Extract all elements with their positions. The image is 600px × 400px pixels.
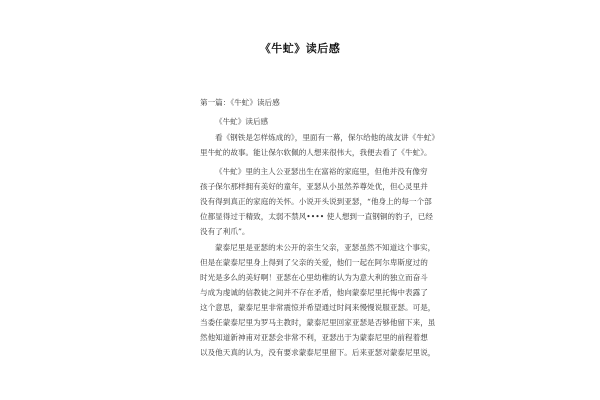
paragraph-line: 《牛虻》里的主人公亚瑟出生在富裕的家庭里，但他并没有像穷 [215, 167, 428, 176]
paragraph-line: 蒙泰尼里是亚瑟的未公开的亲生父亲，亚瑟虽然不知道这个事实， [215, 243, 436, 252]
paragraph-line: 位都显得过于精致，太弱不禁风•••• 使人想到一直钢铜的豹子，已经 [200, 212, 433, 221]
paragraph-line: 但是在蒙泰尼里身上得到了父亲的关爱，他们一起在阿尔卑斯度过的 [200, 258, 428, 267]
section-heading-text: 第一篇：《牛虻》读后感 [200, 98, 280, 107]
document-subtitle [200, 114, 422, 129]
paragraph-line: 孩子保尔那样拥有美好的童年，亚瑟从小虽然养尊处优，但心灵里并 [200, 182, 428, 191]
paragraph-line: 看《钢铁是怎样炼成的》，里面有一幕，保尔给他的战友讲《牛虻》 [215, 133, 440, 142]
paragraph-line: 里牛虻的故事。能让保尔软佩的人想来很伟大，我便去看了《牛虻》。 [200, 148, 432, 157]
paragraph-2 [200, 164, 433, 239]
paragraph-line: 这个意思，蒙泰尼里非常震惊并希望通过时间来慢慢说服亚瑟。可是， [200, 303, 436, 312]
paragraph-line: 时光是多么的美好啊！亚瑟在心里幼稚的认为为意大利的独立而奋斗 [200, 273, 428, 282]
section-heading [200, 95, 422, 110]
subtitle-text: 《牛虻》读后感 [215, 117, 269, 126]
paragraph-line: 没有了利爪”。 [200, 227, 250, 236]
paragraph-line: 当委任蒙泰尼里为罗马主教时，蒙泰尼里回家亚瑟是否够他留下来，虽 [200, 318, 436, 327]
paragraph-line: 然他知道新神甫对亚瑟会非常不利，亚瑟出于为蒙泰尼里的前程着想 [200, 333, 428, 342]
paragraph-3 [200, 240, 436, 360]
paragraph-1 [200, 130, 440, 160]
paragraph-line: 没有得到真正的家庭的关怀。小说开头说到亚瑟，“他身上的每一个部 [200, 197, 432, 206]
document-title: 《牛虻》读后感 [259, 42, 341, 55]
paragraph-line: 以及他天真的认为，没有要求蒙泰尼里留下。后来亚瑟对蒙泰尼里说， [200, 348, 436, 357]
paragraph-line: 与成为虔诚的信教徒之间并不存在矛盾，他向蒙泰尼里托悔中表露了 [200, 288, 428, 297]
